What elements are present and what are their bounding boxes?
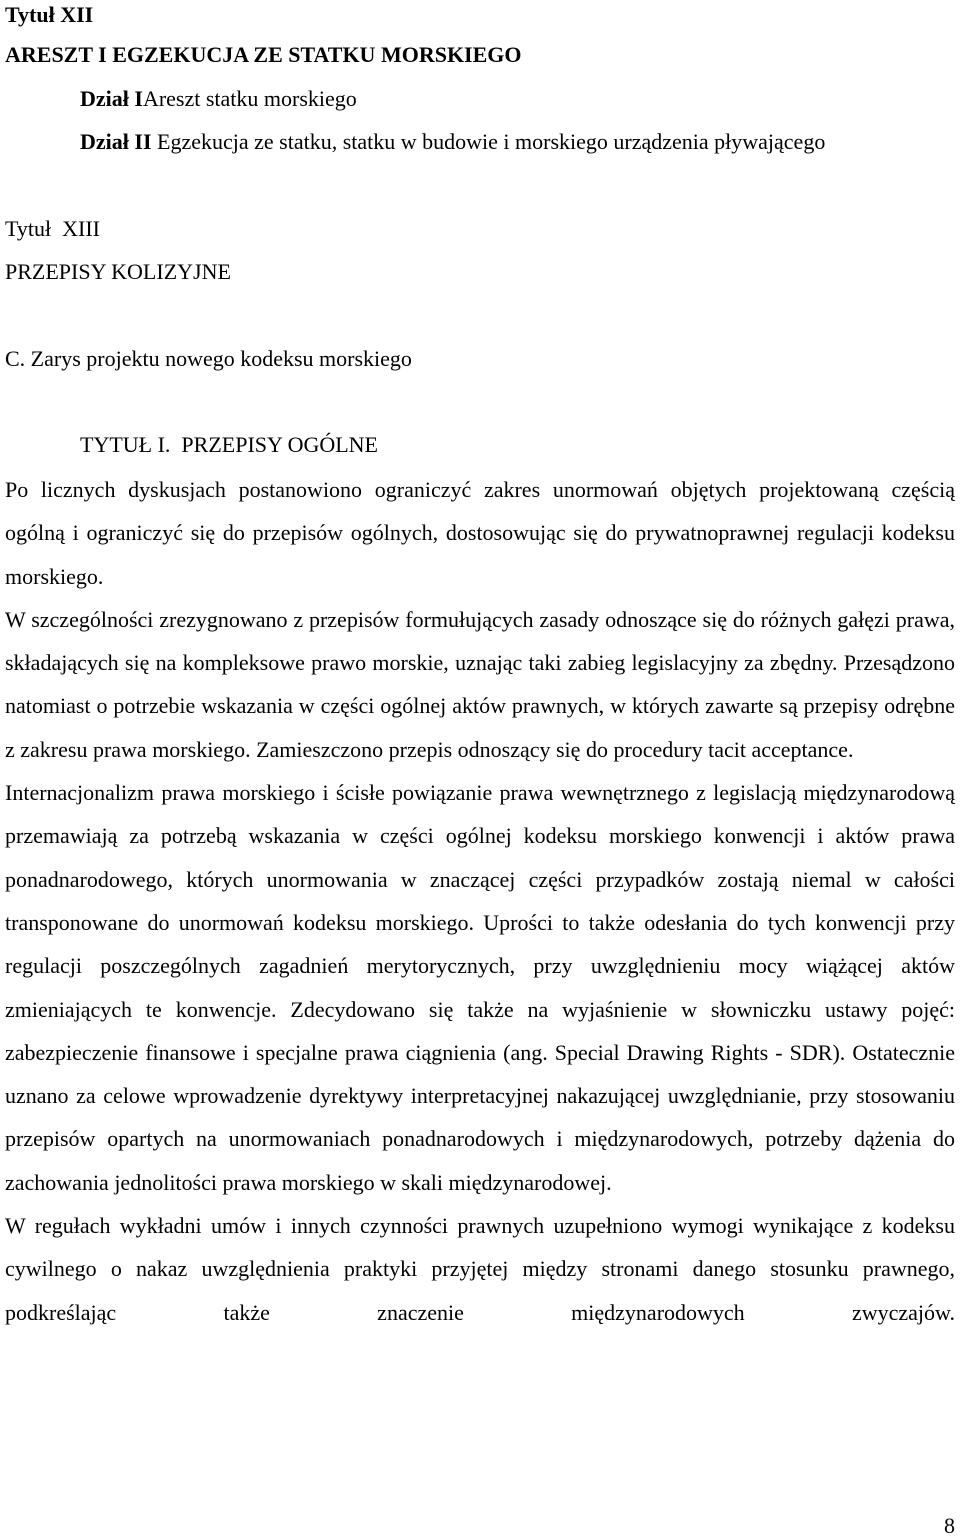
title-xii-name: ARESZT I EGZEKUCJA ZE STATKU MORSKIEGO	[5, 42, 522, 67]
dzial-i-text: Areszt statku morskiego	[142, 86, 357, 111]
body-text	[5, 468, 955, 1334]
dzial-ii-label: Dział II	[80, 129, 152, 154]
paragraph-1: Po licznych dyskusjach postanowiono ograniczyć zakres unormowań objętych projektowaną częścią ogólną i ograniczyć się do przepisów ogólnych, dostosowując się do prywatnoprawnej regulacji kodeksu morskiego.	[5, 477, 955, 589]
title-xii: Tytuł XII	[5, 2, 94, 27]
dzial-ii-text: Egzekucja ze statku, statku w budowie i morskiego urządzenia pływającego	[151, 129, 826, 154]
page-number: 8	[944, 1513, 955, 1538]
dzial-i-entry	[80, 86, 357, 112]
dzial-i-label: Dział I	[80, 86, 143, 111]
paragraph-3: Internacjonalizm prawa morskiego i ścisłe powiązanie prawa wewnętrznego z legislacją międzynarodową przemawiają za potrzebą wskazania w części ogólnej kodeksu morskiego konwencji i aktów prawa ponadnarodowego, których unormowania w znaczącej części przypadków zostają niemal w całości transponowane do unormowań kodeksu morskiego. Uprości to także odesłania do tych konwencji przy regulacji poszczególnych zagadnień merytorycznych, przy uwzględnieniu mocy wiążącej aktów zmieniających te konwencje. Zdecydowano się także na wyjaśnienie w słowniczku ustawy pojęć: zabezpieczenie finansowe i specjalne prawa ciągnienia (ang. Special Drawing Rights - SDR). Ostatecznie uznano za celowe wprowadzenie dyrektywy interpretacyjnej nakazującej uwzględnianie, przy stosowaniu przepisów opartych na unormowaniach ponadnarodowych i międzynarodowych, potrzeby dążenia do zachowania jednolitości prawa morskiego w skali międzynarodowej.	[5, 780, 955, 1195]
paragraph-4: W regułach wykładni umów i innych czynności prawnych uzupełniono wymogi wynikające z kodeksu cywilnego o nakaz uwzględnienia praktyki przyjętej między stronami danego stosunku prawnego, podkreślając także znaczenie międzynarodowych zwyczajów.	[5, 1213, 955, 1325]
paragraph-2: W szczególności zrezygnowano z przepisów formułujących zasady odnoszące się do różnych gałęzi prawa, składających się na kompleksowe prawo morskie, uznając taki zabieg legislacyjny za zbędny. Przesądzono natomiast o potrzebie wskazania w części ogólnej aktów prawnych, w których zawarte są przepisy odrębne z zakresu prawa morskiego. Zamieszczono przepis odnoszący się do procedury tacit acceptance.	[5, 606, 955, 762]
title-xiii: Tytuł XIII	[5, 216, 100, 241]
title-xiii-name: PRZEPISY KOLIZYJNE	[5, 259, 231, 284]
dzial-ii-entry	[80, 129, 825, 155]
section-heading: C. Zarys projektu nowego kodeksu morskiego	[5, 346, 412, 371]
section-subheading: TYTUŁ I. PRZEPISY OGÓLNE	[80, 432, 378, 457]
